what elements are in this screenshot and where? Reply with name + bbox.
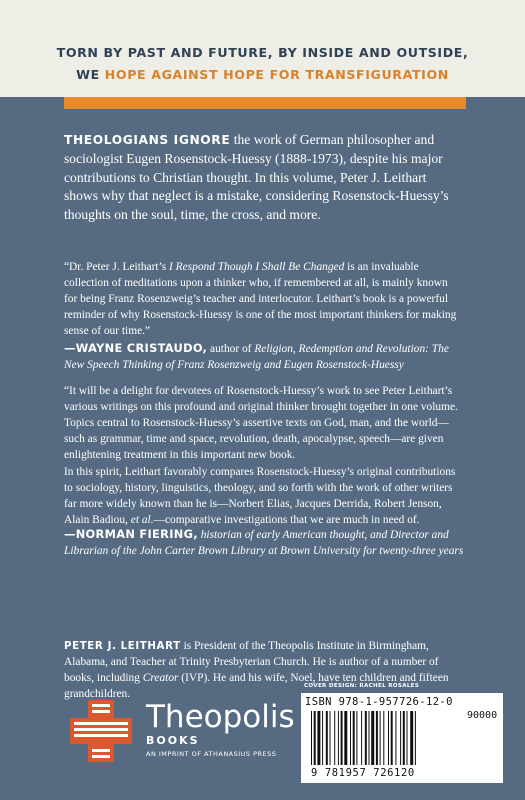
endorsement-2-para-2: [64, 464, 462, 528]
bio-text-b: (IVP). He and his wife, Noel, have ten children and fifteen grandchildren.: [64, 672, 449, 700]
barcode-icon: [311, 711, 501, 767]
bio-text-a: is President of the Theopolis Institute in Birmingham, Alabama, and Teacher at Trinity Presbyterian Church. He is author of a number of books, including: [64, 640, 439, 684]
header-line-1: TORN BY PAST AND FUTURE, BY INSIDE AND OUTSIDE,: [56, 45, 469, 60]
endorsement-1-role: author of: [207, 343, 255, 355]
author-name: PETER J. LEITHART: [64, 640, 181, 652]
bio-book: Creator: [142, 672, 179, 684]
header-band: [0, 0, 525, 97]
publisher-imprint: AN IMPRINT OF ATHANASIUS PRESS: [146, 750, 277, 758]
isbn-digits: 9 781957 726120: [311, 767, 415, 779]
endorsement-1-text-a: “Dr. Peter J. Leithart’s: [64, 261, 170, 273]
accent-bar: [64, 97, 466, 109]
barcode-box: [301, 693, 503, 783]
endorsement-2-para-1: “It will be a delight for devotees of Rosenstock-Huessy’s work to see Peter Leithart’s various writings on this profound and original thinker brought together in one volume. Topics central to Rosenstock-Huessy’s assertive texts on God, man, and the world—such as grammar, time and space, revolution, death, apocalypse, speech—are given enlightening treatment in this important new book.: [64, 385, 458, 462]
endorsement-2-role: historian of early American thought, and Director and Librarian of the John Carter Brown Library at Brown University for twenty-three years: [64, 529, 464, 557]
endorsement-2-attribution: [64, 526, 464, 559]
endorsement-1-text-b: is an invaluable collection of meditations upon a thinker who, if remembered at all, is mainly known for being Franz Rosenzweig’s teacher and interlocutor. Leithart’s book is a powerful reminder of why Rosenstock-Huessy is one of the most important thinkers for making sense of our time.”: [64, 261, 457, 338]
price-code: 90000: [467, 710, 498, 721]
endorsement-1: [64, 259, 462, 339]
isbn-label: ISBN 978-1-957726-12-0: [305, 696, 453, 708]
endorsement-2-name: —NORMAN FIERING,: [64, 527, 198, 541]
intro-text: the work of German philosopher and sociologist Eugen Rosenstock-Huessy (1888-1973), despite his major contributions to Christian thought. In this volume, Peter J. Leithart shows why that neglect is a mistake, considering Rosenstock-Huessy’s thoughts on the soul, time, the cross, and more.: [64, 132, 449, 223]
endorsement-1-name: —WAYNE CRISTAUDO,: [64, 341, 208, 355]
header-highlight: HOPE AGAINST HOPE FOR TRANSFIGURATION: [104, 67, 449, 82]
header-line-2-lead: WE: [76, 67, 105, 82]
header-line-2: [0, 67, 525, 82]
endorsement-2-para-2-b: —comparative investigations that we are much in need of.: [153, 514, 420, 527]
intro-lead: THEOLOGIANS IGNORE: [64, 133, 231, 147]
publisher-name: Theopolis: [146, 699, 295, 735]
theopolis-cross-icon: [70, 700, 132, 762]
endorsement-1-title: I Respond Though I Shall Be Changed: [169, 261, 345, 273]
intro-paragraph: [64, 131, 462, 225]
endorsement-2-para-2-italic: et al.: [130, 514, 154, 527]
publisher-sub: BOOKS: [146, 734, 200, 747]
cover-design-credit: COVER DESIGN: RACHEL ROSALES: [304, 683, 420, 689]
endorsement-1-book: Religion, Redemption and Revolution: The New Speech Thinking of Franz Rosenzweig and Eugen Rosenstock-Huessy: [64, 343, 449, 371]
endorsement-1-attribution: [64, 340, 464, 373]
endorsement-2-para-2-a: In this spirit, Leithart favorably compares Rosenstock-Huessy’s original contributions to sociology, history, linguistics, theology, and so forth with the work of other writers far more widely known than he is—Norbert Elias, Jacques Derrida, Robert Jenson, Alain Badiou,: [64, 466, 456, 527]
